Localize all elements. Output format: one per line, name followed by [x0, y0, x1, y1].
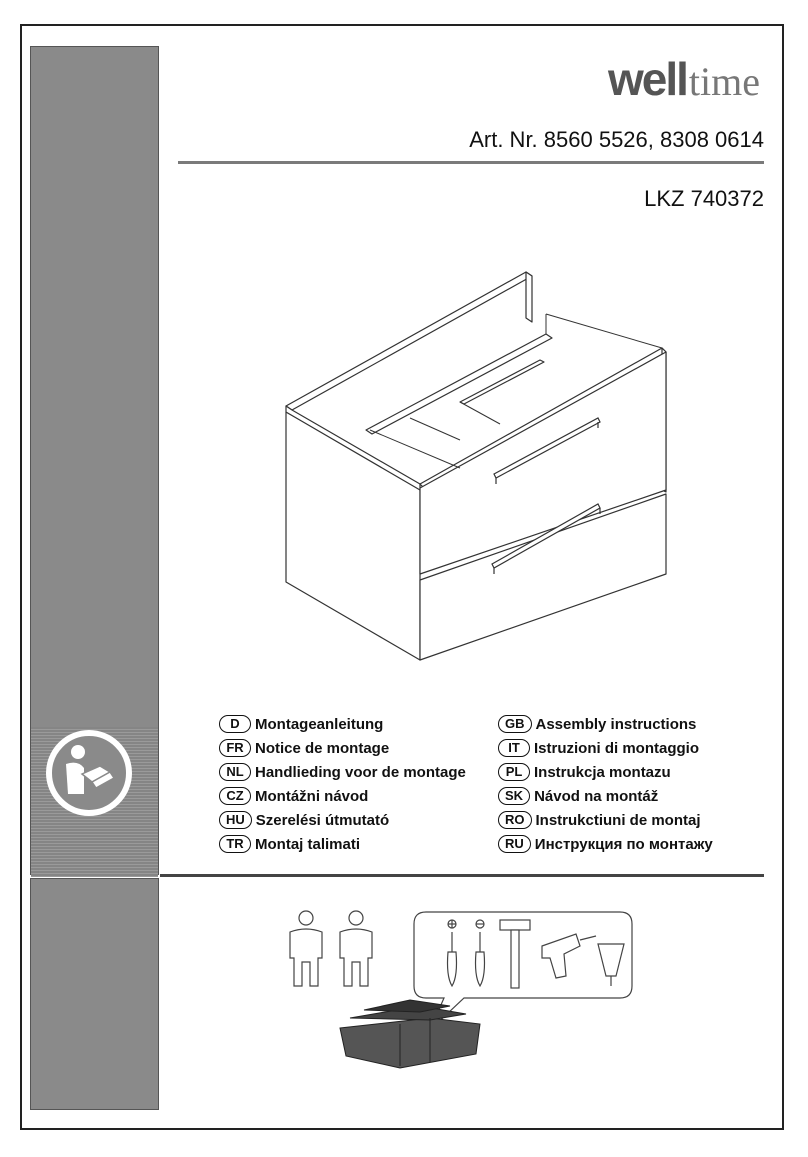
language-label: Assembly instructions	[535, 715, 697, 733]
language-label: Instrukctiuni de montaj	[535, 811, 701, 829]
language-code: HU	[219, 811, 252, 829]
language-label: Návod na montáž	[534, 787, 659, 805]
language-code: PL	[498, 763, 530, 781]
language-code: RU	[498, 835, 531, 853]
language-label: Montaj talimati	[255, 835, 361, 853]
toolbox-icon	[340, 1000, 480, 1068]
language-code: RO	[498, 811, 532, 829]
language-label: Istruzioni di montaggio	[534, 739, 699, 757]
language-row	[498, 736, 713, 760]
language-row	[498, 784, 713, 808]
language-list-left	[219, 712, 466, 856]
language-label: Instrukcja montazu	[534, 763, 671, 781]
language-code: GB	[498, 715, 532, 733]
language-row	[498, 808, 713, 832]
cabinet-illustration	[270, 262, 670, 662]
brand-bold: well	[607, 53, 687, 105]
article-number: Art. Nr. 8560 5526, 8308 0614	[469, 127, 764, 152]
lkz-number: LKZ 740372	[644, 186, 764, 211]
language-row	[498, 832, 713, 856]
brand-logo	[608, 52, 760, 106]
language-label: Montážni návod	[255, 787, 369, 805]
read-manual-icon	[44, 728, 134, 818]
language-label: Montageanleitung	[255, 715, 384, 733]
language-row	[219, 736, 466, 760]
tools-illustration	[280, 906, 640, 1086]
language-label: Handlieding voor de montage	[255, 763, 466, 781]
language-row	[219, 784, 466, 808]
sidebar-band-bottom	[30, 878, 159, 1110]
language-row	[219, 760, 466, 784]
section-divider	[160, 874, 764, 877]
language-list-right	[498, 712, 713, 856]
brand-light: time	[688, 59, 760, 104]
language-row	[219, 712, 466, 736]
language-code: D	[219, 715, 251, 733]
language-row	[219, 808, 466, 832]
person-icon	[340, 911, 372, 986]
language-code: NL	[219, 763, 251, 781]
language-row	[498, 712, 713, 736]
language-code: TR	[219, 835, 251, 853]
language-code: CZ	[219, 787, 251, 805]
person-icon	[290, 911, 322, 986]
language-row	[219, 832, 466, 856]
language-label: Инструкция по монтажу	[534, 835, 713, 853]
language-code: SK	[498, 787, 530, 805]
language-code: FR	[219, 739, 251, 757]
language-code: IT	[498, 739, 530, 757]
language-row	[498, 760, 713, 784]
language-label: Szerelési útmutató	[255, 811, 390, 829]
title-divider	[178, 161, 764, 164]
language-label: Notice de montage	[255, 739, 390, 757]
